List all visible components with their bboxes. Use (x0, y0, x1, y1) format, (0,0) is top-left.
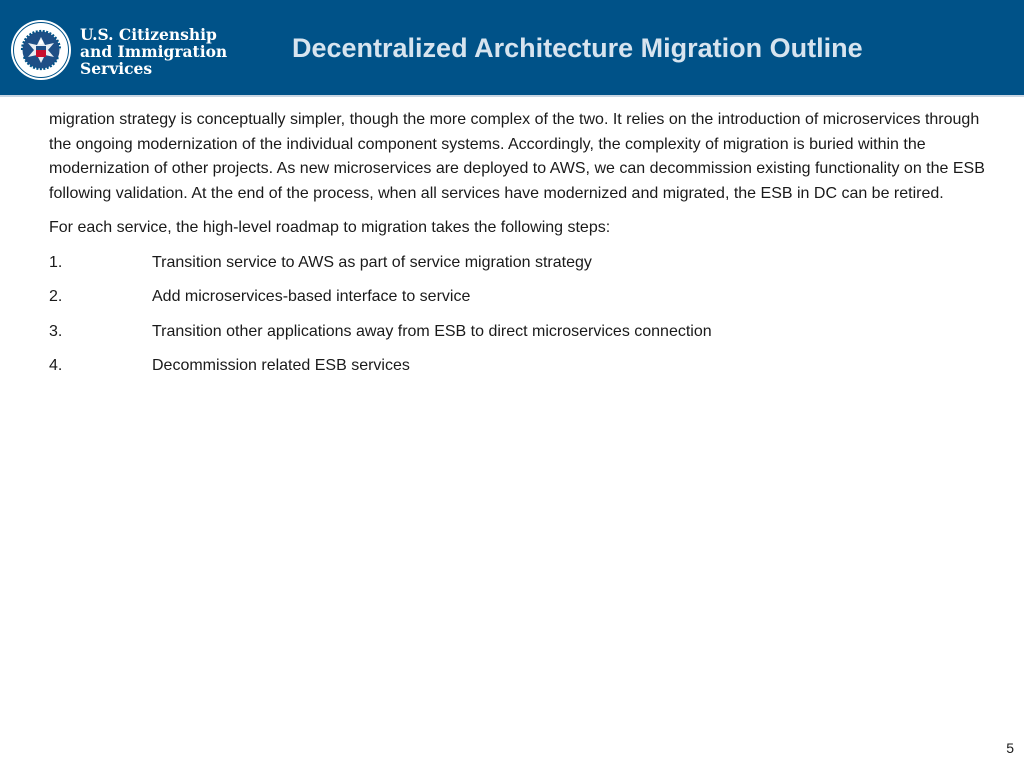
agency-line-1: U.S. Citizenship (80, 25, 217, 44)
step-number: 2. (49, 288, 63, 305)
dhs-seal-logo (10, 19, 72, 81)
step-text: Decommission related ESB services (152, 357, 410, 374)
slide-header (0, 0, 1024, 97)
step-item (49, 285, 994, 310)
step-item (49, 251, 994, 276)
agency-name (80, 26, 227, 77)
page-number: 5 (1006, 740, 1014, 756)
agency-line-2: and Immigration (80, 42, 228, 61)
step-number: 4. (49, 357, 63, 374)
step-number: 3. (49, 322, 63, 340)
step-item (49, 320, 994, 345)
step-text: Transition other applications away from ESB to direct microservices connection (152, 322, 712, 340)
agency-line-3: Services (80, 59, 153, 78)
steps-list (49, 251, 994, 379)
body-paragraph-2: For each service, the high-level roadmap to migration takes the following steps: (49, 219, 611, 236)
step-number: 1. (49, 253, 63, 271)
slide-body (49, 108, 994, 389)
body-paragraph-1: migration strategy is conceptually simpler, though the more complex of the two. It relies on the introduction of microservices through the ongoing modernization of the individual component systems. Accordingly, the complexity of migration is buried within the modernization of other projects. As new microservices are deployed to AWS, we can decommission existing functionality on the ESB following validation. At the end of the process, when all services have modernized and migrated, the ESB in DC can be retired. (49, 111, 985, 202)
slide-title: Decentralized Architecture Migration Outline (292, 33, 863, 63)
step-text: Transition service to AWS as part of service migration strategy (152, 253, 592, 271)
step-item (49, 354, 994, 379)
step-text: Add microservices-based interface to service (152, 288, 471, 305)
